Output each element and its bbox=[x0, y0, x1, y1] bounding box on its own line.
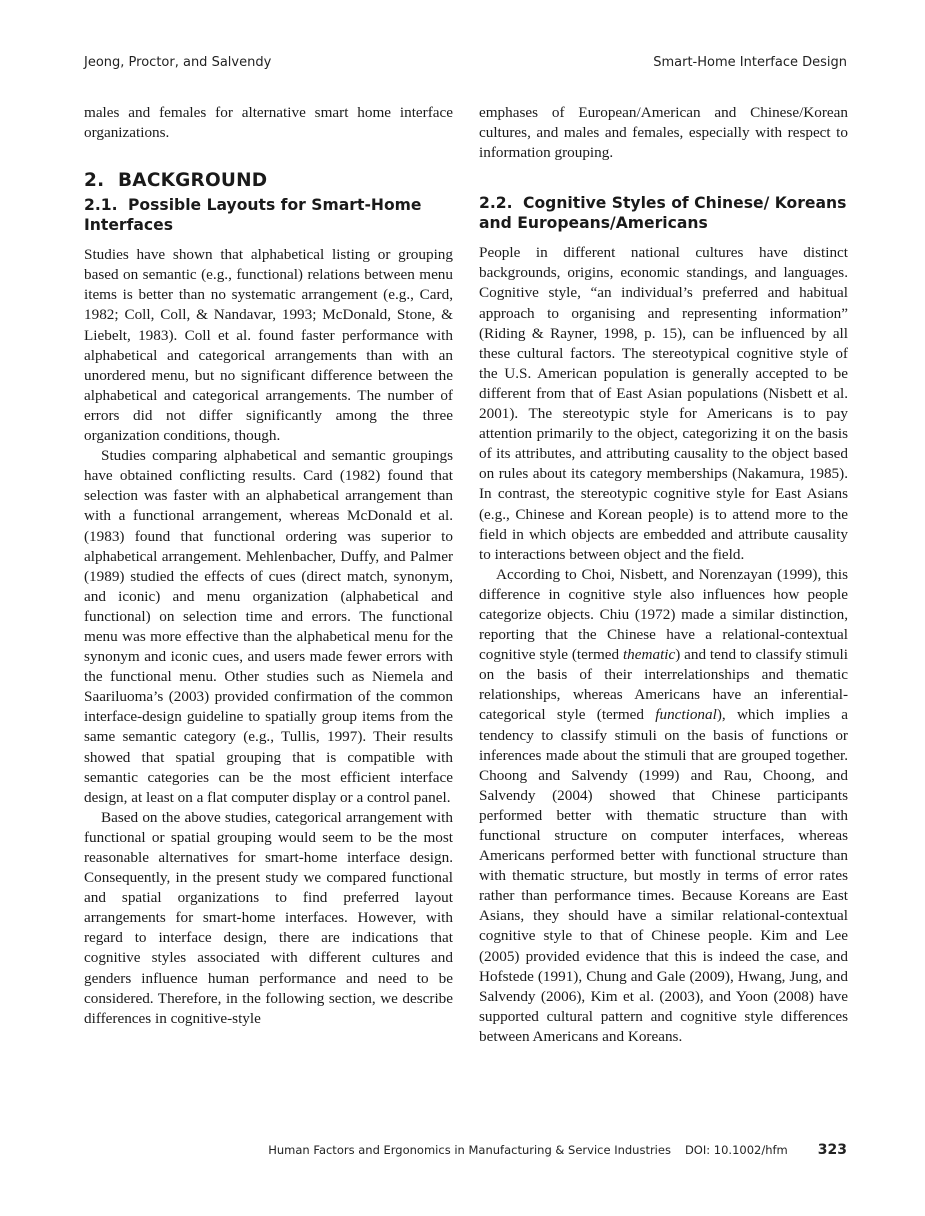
subsection-heading-2-2 bbox=[479, 193, 848, 233]
right-intro-text: emphases of European/American and Chinese/Korean cultures, and males and females, especially with respect to information grouping. bbox=[479, 104, 848, 162]
running-head-title: Smart-Home Interface Design bbox=[653, 55, 847, 70]
footer-doi: DOI: 10.1002/hfm bbox=[684, 1143, 788, 1157]
paragraph: People in different national cultures have distinct backgrounds, origins, economic standings, and languages. Cognitive style, “an individual’s preferred and habitual approach to organising and representing information” (Riding & Rayner, 1998, p. 15), can be influenced by all these cultural factors. The stereotypical cognitive style of the U.S. American population is generally accepted to be different from that of East Asian populations (Nisbett et al. 2001). The stereotypic style for Americans is to pay attention primarily to the object, categorizing it on the basis of its attributes, and attributing causality to the object based on rules about its category memberships (Nakamura, 1985). In contrast, the stereotypic cognitive style for East Asians (e.g., Chinese and Korean people) is to attend more to the field in which objects are embedded and attribute causality to interactions between object and the field. bbox=[479, 244, 848, 563]
paragraph: Studies comparing alphabetical and semantic groupings have obtained conflicting results. Card (1982) found that selection was faster with an alphabetical arrangement than with a functional arrangement, whereas McDonald et al. (1983) found that functional ordering was superior to alphabetical arrangement. Mehlenbacher, Duffy, and Palmer (1989) studied the effects of cues (direct match, synonym, and iconic) and menu organization (alphabetical and functional) on selection time and errors. The functional menu was more effective than the alphabetical menu for the synonym and iconic cues, and users made fewer errors with the functional menu. Other studies such as Niemela and Saariluoma’s (2003) provided confirmation of the common interface-design guideline to spatially group items from the same semantic category (e.g., Tullis, 1997). Their results showed that spatial grouping that is compatible with semantic categories can be the most efficient interface design, at least on a flat computer display or a control panel. bbox=[84, 447, 453, 806]
subsection-title: Cognitive Styles of Chinese/ Koreans and Europeans/Americans bbox=[479, 194, 847, 233]
right-column bbox=[479, 103, 848, 1047]
page-footer bbox=[268, 1142, 847, 1158]
italic-term: thematic bbox=[622, 646, 676, 664]
italic-term: functional bbox=[655, 706, 717, 724]
section-heading bbox=[84, 170, 453, 192]
paragraph-text: ), which implies a tendency to classify stimuli on the basis of functions or inferences made about the stimuli that are grouped together. Choong and Salvendy (1999) and Rau, Choong, and Salvendy (2004) showed that Chinese participants performed better with thematic structure than with functional structure on computer interfaces, whereas Americans performed better with functional structure than with thematic structure, but mostly in terms of error rates rather than performance times. Because Koreans are East Asians, they should have a similar relational-contextual cognitive style to that of Chinese people. Kim and Lee (2005) provided evidence that this is indeed the case, and Hofstede (1991), Chung and Gale (2009), Hwang, Jung, and Salvendy (2006), Kim et al. (2003), and Yoon (2008) have supported cultural pattern and cognitive style differences between Americans and Koreans. bbox=[479, 706, 848, 1045]
paragraph bbox=[479, 565, 848, 1047]
paragraph: Based on the above studies, categorical arrangement with functional or spatial grouping would seem to be the most reasonable alternatives for smart-home interface design. Consequently, in the present study we compared functional and spatial organizations to find preferred layout arrangements for smart-home interfaces. However, with regard to interface design, there are indications that cognitive styles associated with different cultures and genders influence human performance and need to be considered. Therefore, in the following section, we describe differences in cognitive-style bbox=[84, 808, 453, 1027]
subsection-number: 2.2. bbox=[479, 194, 513, 213]
section-title: BACKGROUND bbox=[118, 170, 268, 192]
left-column bbox=[84, 103, 453, 1029]
subsection-number: 2.1. bbox=[84, 196, 118, 215]
section-number: 2. bbox=[84, 170, 105, 192]
paragraph: Studies have shown that alphabetical listing or grouping based on semantic (e.g., functional) relations between menu items is better than no systematic arrangement (e.g., Card, 1982; Coll, Coll, & Nandavar, 1993; McDonald, Stone, & Liebelt, 1983). Coll et al. found faster performance with alphabetical and categorical arrangements than with an unordered menu, but no significant difference between the alphabetical and categorical arrangements. The number of errors did not differ significantly among the three organization conditions, though. bbox=[84, 246, 453, 445]
subsection-title: Possible Layouts for Smart-Home Interfaces bbox=[84, 196, 422, 235]
paragraph-text: ) and tend to classify stimuli on the basis of their interrelationships and thematic relationships, whereas Americans have an inferential-categorical style (termed bbox=[479, 646, 848, 724]
footer-journal: Human Factors and Ergonomics in Manufacturing & Service Industries bbox=[268, 1143, 671, 1157]
subsection-heading-2-1 bbox=[84, 195, 453, 235]
page-number: 323 bbox=[817, 1142, 847, 1158]
left-intro-text: males and females for alternative smart home interface organizations. bbox=[84, 104, 453, 142]
paragraph-text: According to Choi, Nisbett, and Norenzayan (1999), this difference in cognitive style also influences how people categorize objects. Chiu (1972) made a similar distinction, reporting that the Chinese have a relational-contextual cognitive style (termed bbox=[479, 565, 848, 664]
running-head-authors: Jeong, Proctor, and Salvendy bbox=[84, 55, 272, 70]
